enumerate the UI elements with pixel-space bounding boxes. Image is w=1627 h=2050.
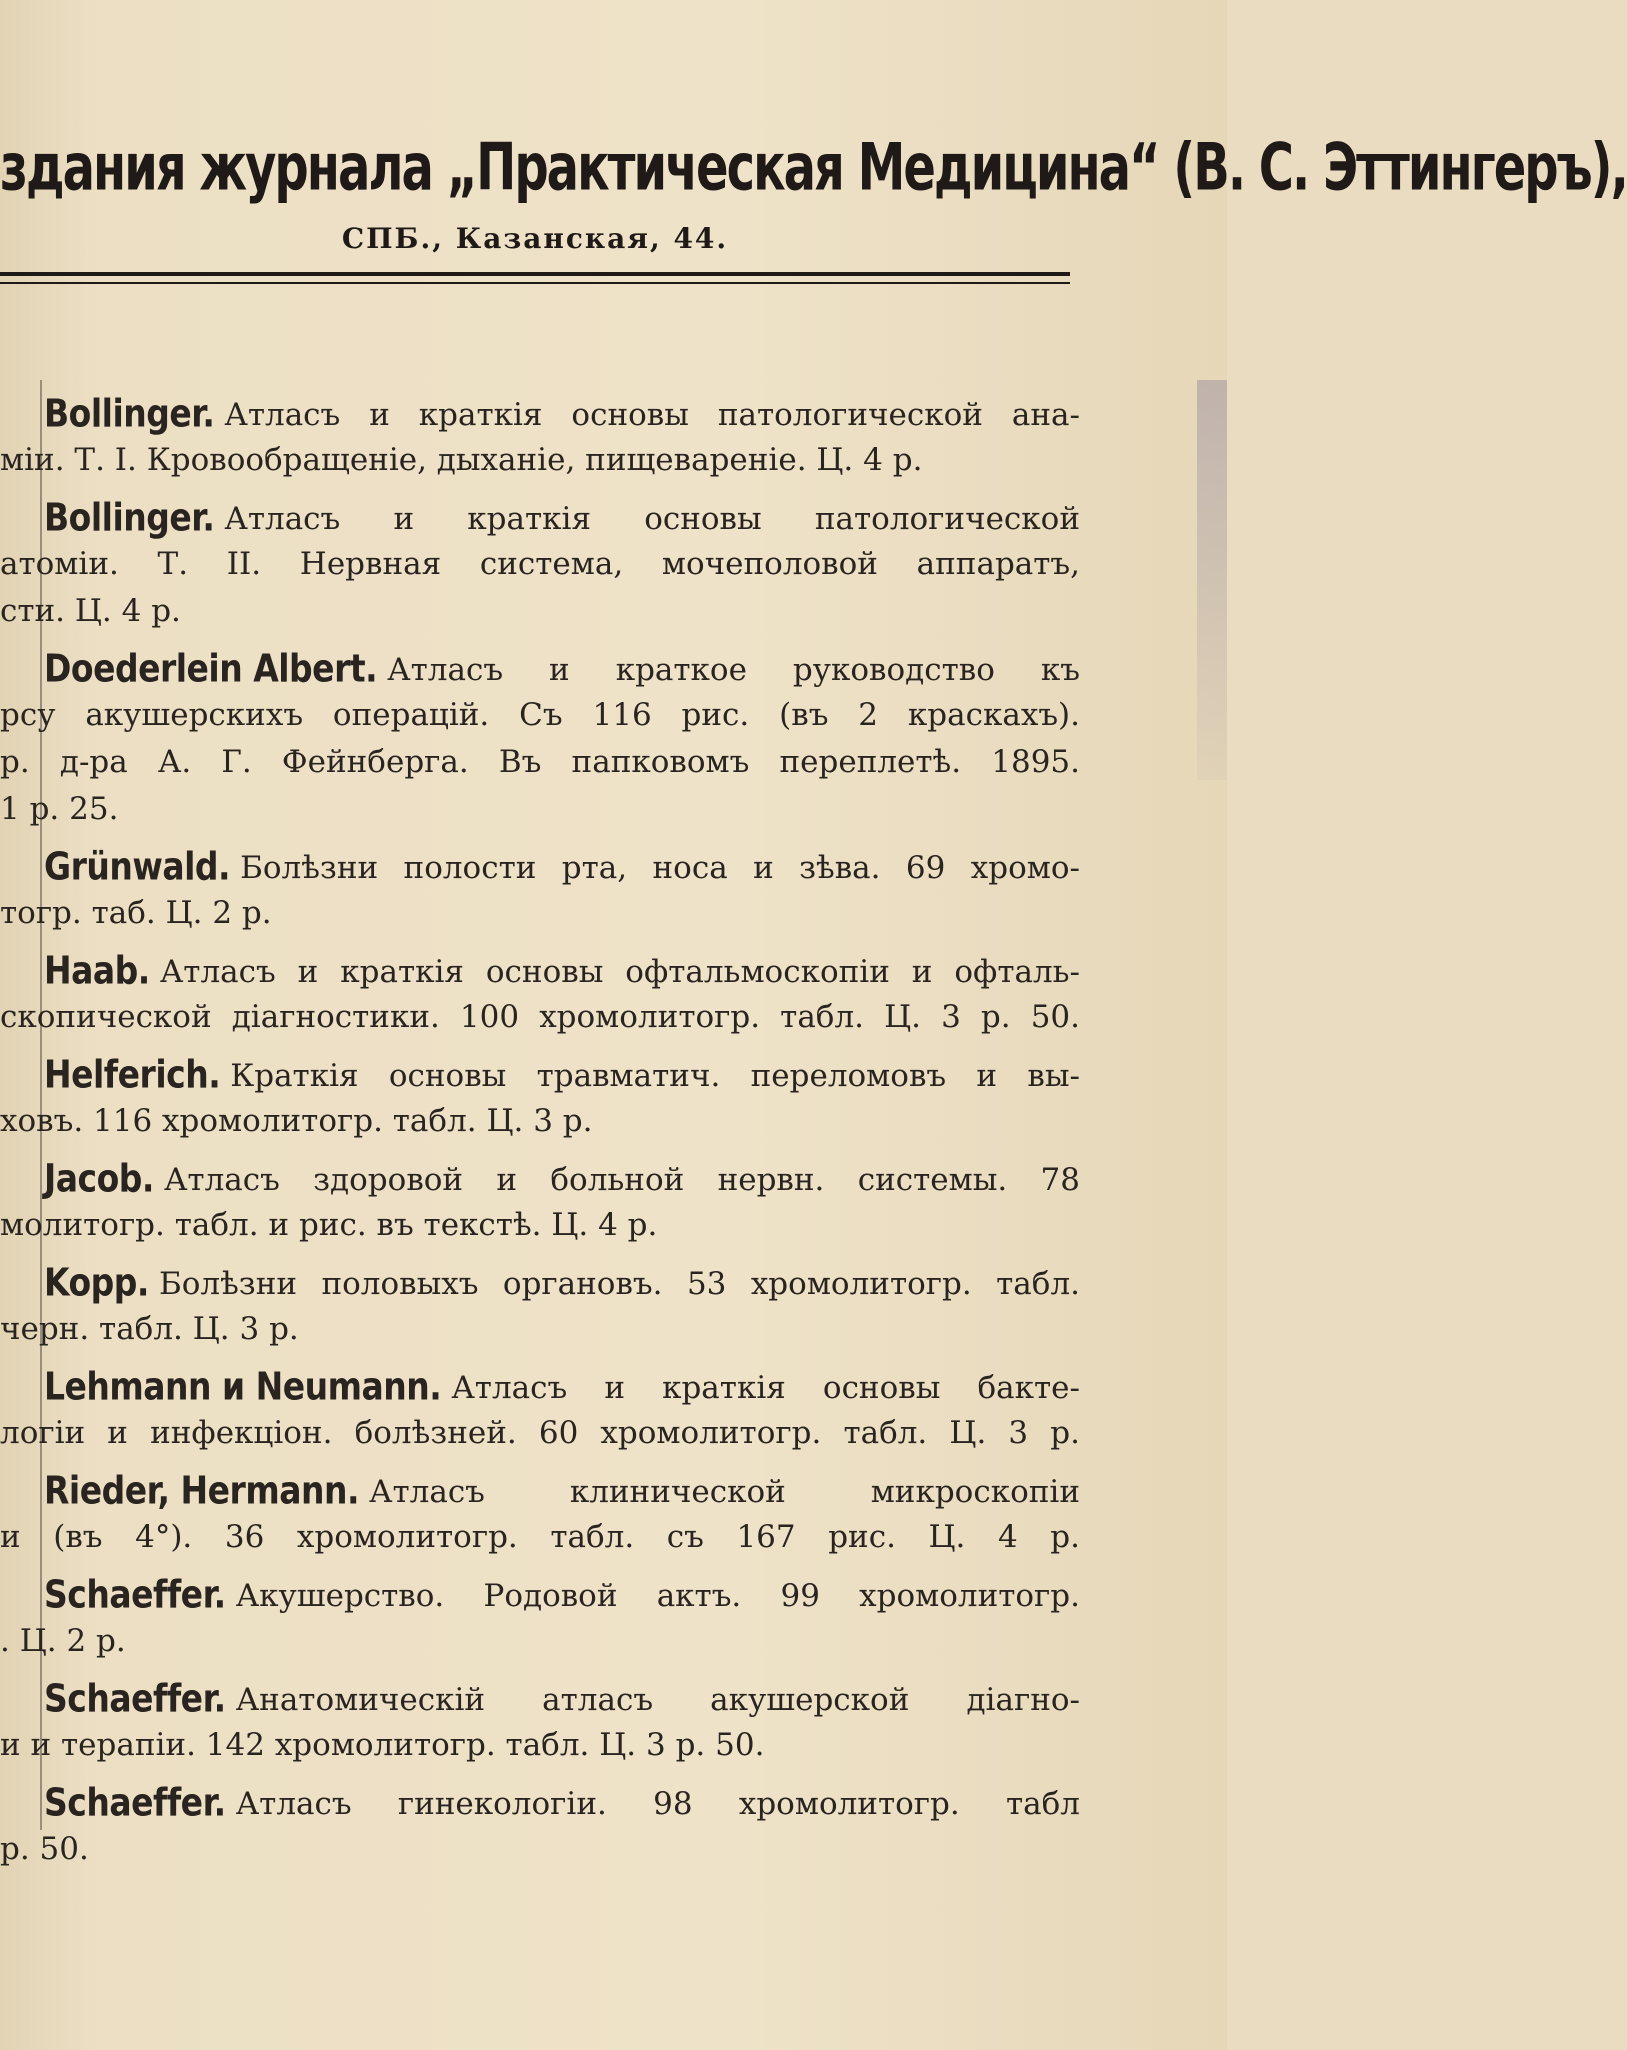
entry-text: сти. Ц. 4 р. — [0, 593, 181, 629]
entry-text: Акушерство. Родовой актъ. 99 хромолитогр. — [235, 1578, 1080, 1614]
entry-text: міи. Т. I. Кровообращеніе, дыханіе, пищевареніе. Ц. 4 р. — [0, 442, 923, 478]
entry-text: 1 р. 25. — [0, 791, 119, 827]
entry-text: Краткія основы травматич. переломовъ и вы- — [230, 1058, 1080, 1094]
entry-text: черн. табл. Ц. 3 р. — [0, 1311, 299, 1347]
entry-text: Атласъ здоровой и больной нервн. системы. 78 — [163, 1162, 1080, 1198]
entry-text: Атласъ и краткія основы патологической — [224, 501, 1080, 537]
entry-text: . Ц. 2 р. — [0, 1623, 126, 1659]
entry-text: скопической діагностики. 100 хромолитогр. табл. Ц. 3 р. 50. — [0, 999, 1080, 1035]
header-rule-thick — [0, 272, 1070, 276]
entry-text: рсу акушерскихъ операцій. Съ 116 рис. (въ 2 краскахъ). — [0, 697, 1080, 733]
entry-text: и и терапіи. 142 хромолитогр. табл. Ц. 3 р. 50. — [0, 1727, 765, 1763]
catalog-entry — [0, 947, 1080, 1041]
catalog-entry — [0, 1675, 1080, 1769]
entry-author: Schaeffer. — [44, 1676, 226, 1721]
entry-text: Атласъ и краткое руководство къ — [387, 652, 1080, 688]
catalog-entry — [0, 1363, 1080, 1457]
entry-text: р. д-ра А. Г. Фейнберга. Въ папковомъ переплетѣ. 1895. — [0, 744, 1080, 780]
catalog-entry — [0, 1571, 1080, 1665]
entry-author: Schaeffer. — [44, 1780, 226, 1825]
entry-text: Атласъ гинекологіи. 98 хромолитогр. табл — [235, 1786, 1080, 1822]
publisher-address: СПБ., Казанская, 44. — [341, 222, 729, 255]
page-stain — [1197, 380, 1227, 780]
entry-author: Rieder, Hermann. — [44, 1468, 360, 1513]
catalog-entry — [0, 645, 1080, 833]
header-rule-thin — [0, 282, 1070, 284]
entry-author: Kopp. — [44, 1260, 149, 1305]
catalog-entry — [0, 1779, 1080, 1873]
entry-author: Bollinger. — [44, 391, 215, 436]
catalog-list — [0, 390, 1080, 1883]
entry-text: тогр. таб. Ц. 2 р. — [0, 895, 272, 931]
entry-text: Болѣзни половыхъ органовъ. 53 хромолитогр. табл. — [158, 1266, 1080, 1302]
catalog-entry — [0, 1155, 1080, 1249]
entry-text: Атласъ и краткія основы офтальмоскопіи и офталь- — [159, 954, 1080, 990]
entry-text: атоміи. Т. II. Нервная система, мочеполовой аппаратъ, — [0, 546, 1080, 582]
entry-author: Helferich. — [44, 1052, 221, 1097]
entry-text: Атласъ клинической микроскопіи — [369, 1474, 1080, 1510]
entry-author: Schaeffer. — [44, 1572, 226, 1617]
entry-author: Lehmann и Neumann. — [44, 1364, 442, 1409]
entry-text: и (въ 4°). 36 хромолитогр. табл. съ 167 рис. Ц. 4 р. — [0, 1519, 1080, 1555]
entry-text: ховъ. 116 хромолитогр. табл. Ц. 3 р. — [0, 1103, 593, 1139]
catalog-entry — [0, 390, 1080, 484]
entry-text: Анатомическій атласъ акушерской діагно- — [235, 1682, 1080, 1718]
catalog-entry — [0, 1259, 1080, 1353]
catalog-entry — [0, 494, 1080, 635]
entry-author: Doederlein Albert. — [44, 646, 378, 691]
entry-author: Grünwald. — [44, 844, 231, 889]
catalog-entry — [0, 843, 1080, 937]
entry-author: Bollinger. — [44, 495, 215, 540]
entry-text: логіи и инфекціон. болѣзней. 60 хромолитогр. табл. Ц. 3 р. — [0, 1415, 1080, 1451]
catalog-entry — [0, 1467, 1080, 1561]
entry-author: Haab. — [44, 948, 150, 993]
publisher-header: здания журнала „Практическая Медицина“ (В. С. Эттингеръ), — [0, 130, 1627, 206]
entry-text: Атласъ и краткія основы бакте- — [451, 1370, 1080, 1406]
entry-text: Атласъ и краткія основы патологической ана- — [224, 397, 1080, 433]
entry-author: Jacob. — [44, 1156, 154, 1201]
catalog-entry — [0, 1051, 1080, 1145]
entry-text: Болѣзни полости рта, носа и зѣва. 69 хромо- — [240, 850, 1080, 886]
entry-text: молитогр. табл. и рис. въ текстѣ. Ц. 4 р. — [0, 1207, 658, 1243]
entry-text: р. 50. — [0, 1831, 89, 1867]
